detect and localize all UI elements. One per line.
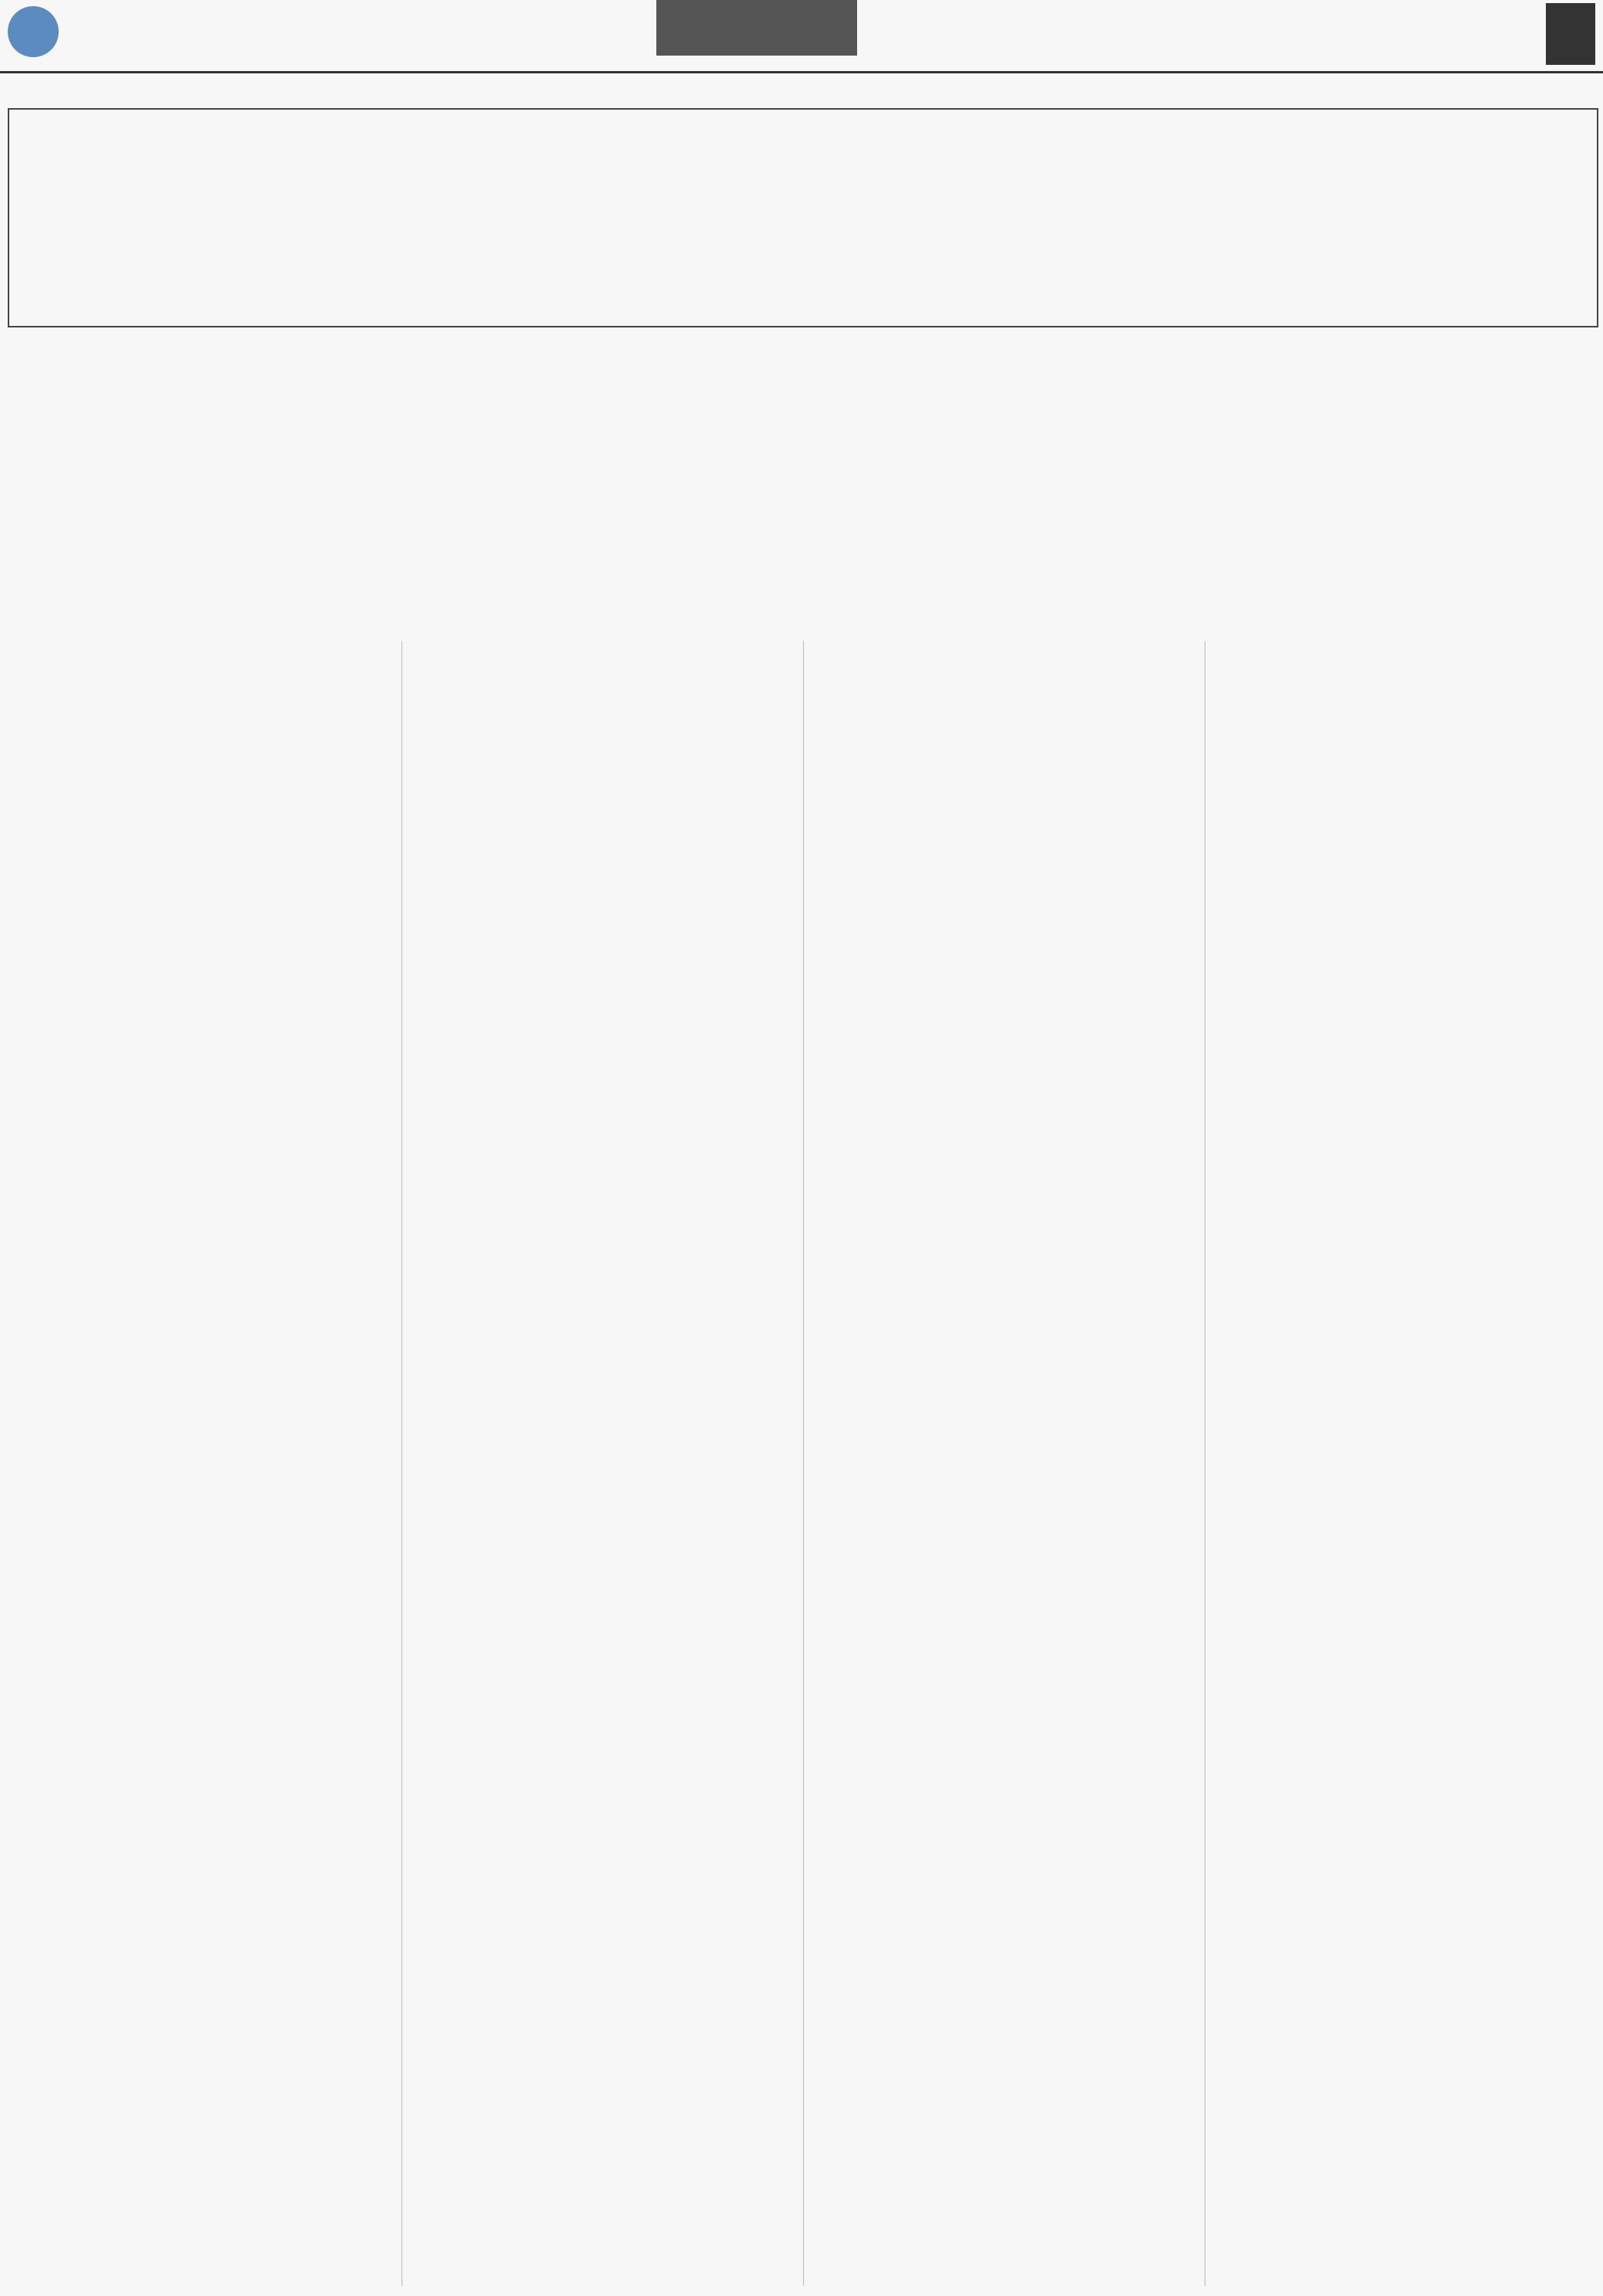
article-column-4	[1212, 641, 1602, 2286]
column-divider	[803, 641, 804, 2286]
section-tab	[656, 0, 857, 56]
article-column-1	[8, 641, 398, 2286]
editor-note	[193, 479, 1413, 595]
article-column-2	[409, 641, 799, 2286]
article-column-3	[811, 641, 1201, 2286]
newspaper-logo	[8, 6, 59, 57]
sub-headline	[154, 348, 1449, 440]
main-headline	[31, 124, 1572, 209]
masthead	[0, 0, 1603, 73]
page-number-box	[1546, 3, 1595, 65]
